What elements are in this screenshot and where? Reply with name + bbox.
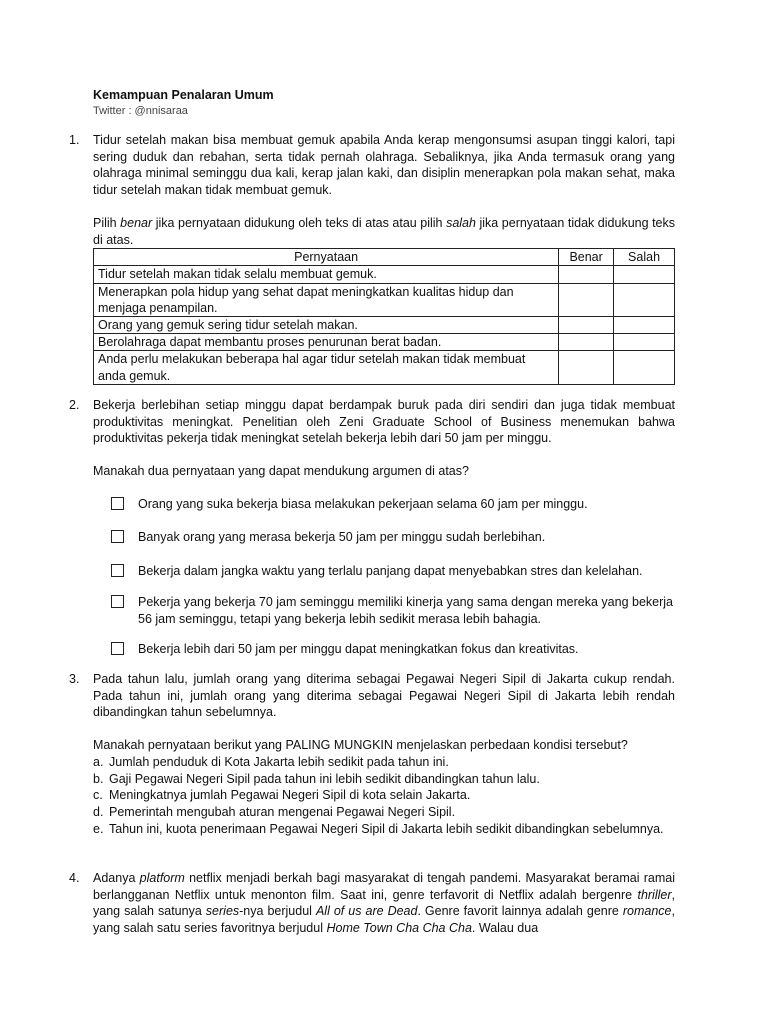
document-title: Kemampuan Penalaran Umum (93, 88, 274, 102)
answer-option[interactable] (93, 754, 675, 771)
salah-cell[interactable] (614, 334, 675, 351)
checkbox[interactable] (111, 642, 124, 655)
option-letter: d. (93, 804, 104, 819)
answer-option[interactable] (93, 787, 675, 804)
statement-cell: Berolahraga dapat membantu proses penurunan berat badan. (94, 334, 559, 351)
benar-cell[interactable] (559, 283, 614, 316)
option-text: Jumlah penduduk di Kota Jakarta lebih sedikit pada tahun ini. (109, 754, 449, 769)
salah-cell[interactable] (614, 351, 675, 384)
author-twitter: Twitter : @nnisaraa (93, 105, 188, 117)
question-prompt: Manakah pernyataan berikut yang PALING MUNGKIN menjelaskan perbedaan kondisi tersebut? (93, 738, 628, 753)
benar-cell[interactable] (559, 351, 614, 384)
table-row (94, 266, 675, 283)
option-letter: e. (93, 821, 104, 836)
choice-text: Pekerja yang bekerja 70 jam seminggu memiliki kinerja yang sama dengan mereka yang bekerja 56 jam seminggu, tetapi yang bekerja lebih sedikit merasa lebih bahagia. (138, 595, 674, 626)
question-number: 1. (69, 133, 80, 147)
choice-text: Bekerja dalam jangka waktu yang terlalu panjang dapat menyebabkan stres dan kelelahan. (138, 564, 643, 578)
question-number: 3. (69, 672, 80, 686)
table-header: Benar (559, 249, 614, 266)
salah-cell[interactable] (614, 317, 675, 334)
checkbox[interactable] (111, 497, 124, 510)
statement-cell: Menerapkan pola hidup yang sehat dapat meningkatkan kualitas hidup dan menjaga penampilan. (94, 283, 559, 316)
checkbox[interactable] (111, 530, 124, 543)
statement-table (93, 248, 675, 385)
salah-cell[interactable] (614, 266, 675, 283)
table-header: Salah (614, 249, 675, 266)
statement-cell: Anda perlu melakukan beberapa hal agar tidur setelah makan tidak membuat anda gemuk. (94, 351, 559, 384)
option-text: Meningkatnya jumlah Pegawai Negeri Sipil di kota selain Jakarta. (109, 788, 471, 803)
table-row (94, 283, 675, 316)
option-letter: a. (93, 754, 104, 769)
answer-option[interactable] (93, 821, 675, 838)
benar-cell[interactable] (559, 317, 614, 334)
table-header: Pernyataan (94, 249, 559, 266)
option-text: Tahun ini, kuota penerimaan Pegawai Negeri Sipil di Jakarta lebih sedikit dibandingkan sebelumnya. (109, 821, 664, 836)
salah-cell[interactable] (614, 283, 675, 316)
table-row (94, 351, 675, 384)
question-paragraph: Adanya platform netflix menjadi berkah bagi masyarakat di tengah pandemi. Masyarakat beramai ramai berlangganan Netflix untuk menonton film. Saat ini, genre terfavorit di Netflix adalah bergenre thriller, yang salah satunya series-nya berjudul All of us are Dead. Genre favorit lainnya adalah genre romance, yang salah satu series favoritnya berjudul Home Town Cha Cha Cha. Walau dua (93, 871, 676, 936)
answer-option[interactable] (93, 804, 675, 821)
question-prompt: Manakah dua pernyataan yang dapat mendukung argumen di atas? (93, 464, 469, 479)
option-letter: b. (93, 771, 104, 786)
question-paragraph: Bekerja berlebihan setiap minggu dapat berdampak buruk pada diri sendiri dan juga tidak membuat produktivitas meningkat. Penelitian oleh Zeni Graduate School of Business menemukan bahwa produktivitas pekerja tidak meningkat setelah bekerja lebih dari 50 jam per minggu. (93, 398, 675, 446)
choice-text: Orang yang suka bekerja biasa melakukan pekerjaan selama 60 jam per minggu. (138, 497, 588, 511)
benar-cell[interactable] (559, 334, 614, 351)
benar-cell[interactable] (559, 266, 614, 283)
choice-text: Banyak orang yang merasa bekerja 50 jam per minggu sudah berlebihan. (138, 530, 546, 544)
table-row (94, 317, 675, 334)
question-instruction: Pilih benar jika pernyataan didukung oleh teks di atas atau pilih salah jika pernyataan tidak didukung teks di atas. (93, 215, 676, 247)
answer-option[interactable] (93, 771, 675, 788)
checkbox[interactable] (111, 595, 124, 608)
option-text: Pemerintah mengubah aturan mengenai Pegawai Negeri Sipil. (109, 804, 456, 819)
checkbox[interactable] (111, 564, 124, 577)
choice-text: Bekerja lebih dari 50 jam per minggu dapat meningkatkan fokus dan kreativitas. (138, 642, 579, 656)
table-row (94, 334, 675, 351)
question-number: 2. (69, 398, 80, 412)
question-paragraph: Pada tahun lalu, jumlah orang yang diterima sebagai Pegawai Negeri Sipil di Jakarta cukup rendah. Pada tahun ini, jumlah orang yang diterima sebagai Pegawai Negeri Sipil di Jakarta lebih rendah dibandingkan tahun sebelumnya. (93, 672, 675, 720)
statement-cell: Orang yang gemuk sering tidur setelah makan. (94, 317, 559, 334)
table-header-row (94, 249, 675, 266)
option-letter: c. (93, 788, 103, 803)
statement-cell: Tidur setelah makan tidak selalu membuat gemuk. (94, 266, 559, 283)
option-text: Gaji Pegawai Negeri Sipil pada tahun ini lebih sedikit dibandingkan tahun lalu. (109, 771, 540, 786)
question-number: 4. (69, 871, 80, 885)
question-paragraph: Tidur setelah makan bisa membuat gemuk apabila Anda kerap mengonsumsi asupan tinggi kalori, tapi sering duduk dan rebahan, serta tidak pernah olahraga. Sebaliknya, jika Anda termasuk orang yang olahraga minimal seminggu dua kali, kerap jalan kaki, dan disiplin menerapkan pola makan sehat, maka tidur setelah makan tidak membuat gemuk. (93, 133, 675, 198)
